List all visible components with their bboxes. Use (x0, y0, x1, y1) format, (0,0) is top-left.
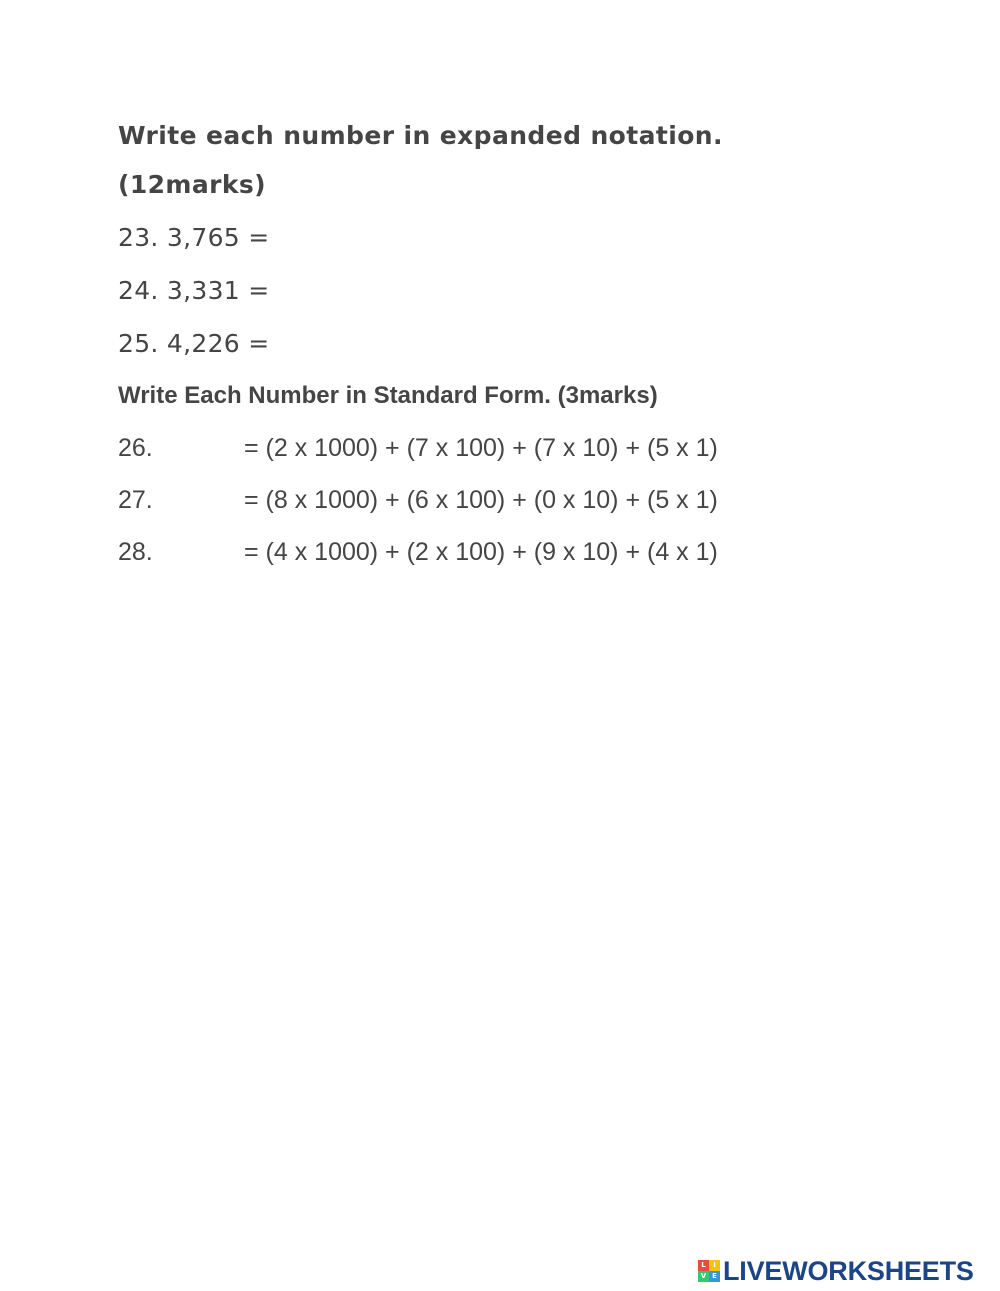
logo-tile: E (709, 1271, 720, 1282)
logo-text: LIVEWORKSHEETS (723, 1256, 974, 1286)
question-26 (118, 432, 718, 464)
expanded-notation-section (118, 118, 723, 362)
question-expression: = (2 x 1000) + (7 x 100) + (7 x 10) + (5 x 1) (244, 434, 718, 462)
question-expression: = (8 x 1000) + (6 x 100) + (0 x 10) + (5 x 1) (244, 486, 718, 514)
standard-form-section (118, 380, 718, 568)
question-28 (118, 536, 718, 568)
question-27 (118, 484, 718, 516)
logo-tile: L (698, 1260, 709, 1271)
question-number: 26. (118, 434, 153, 462)
liveworksheets-logo (698, 1257, 974, 1285)
question-23: 23. 3,765 = (118, 223, 270, 252)
section1-title-line1: Write each number in expanded notation. (118, 121, 723, 150)
logo-tile: I (709, 1260, 720, 1271)
question-expression: = (4 x 1000) + (2 x 100) + (9 x 10) + (4 x 1) (244, 538, 718, 566)
section2-title: Write Each Number in Standard Form. (3marks) (118, 382, 658, 409)
liveworksheets-logo-icon (698, 1260, 720, 1282)
question-24: 24. 3,331 = (118, 276, 270, 305)
question-25: 25. 4,226 = (118, 329, 270, 358)
question-number: 28. (118, 538, 153, 566)
section1-title-line2: (12marks) (118, 170, 266, 199)
logo-tile: V (698, 1271, 709, 1282)
question-number: 27. (118, 486, 153, 514)
